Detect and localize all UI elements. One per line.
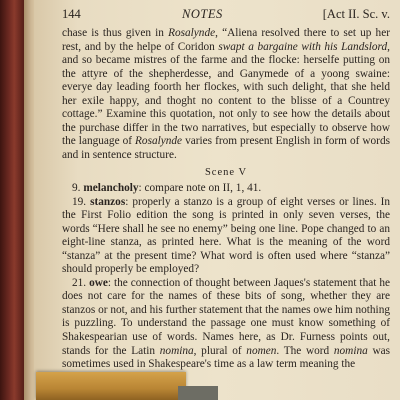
text-run: chase is thus given in bbox=[62, 27, 169, 39]
note-line-number: 9. bbox=[72, 182, 81, 195]
text-run: : properly a stanzo is a group of eight verses or lines. In the First Folio edition the song is printed in only seven verses, the words “Here shall he see no enemy” being one line. Pope changed to an eight-line stanza, as printed here. What is the meaning of the word “stanza” at the present time? What word is often used where “stanza” should properly be employed? bbox=[62, 195, 390, 276]
note-term: stanzos bbox=[90, 195, 126, 208]
italic-text: nomina bbox=[333, 344, 368, 357]
text-run: : compare note on II, 1, 41. bbox=[138, 182, 262, 195]
italic-text: Rosalynde bbox=[135, 135, 183, 148]
act-scene-reference: [Act II. Sc. v. bbox=[322, 7, 390, 21]
scene-heading: Scene V bbox=[204, 167, 248, 179]
italic-text: nomina bbox=[159, 344, 194, 357]
text-run: , and so became mistres of the farme and the flocke: herselfe putting on the attyre of the shepherdesse, and Ganymede of a yoong swaine: everye day leading foorth her flockes, with such delight, that she held her exile happy, and thoght no content to the blisse of a Countrey cottage.” Examine this quotation, not only to see how the details about the purchase differ in the two narratives, but especially to observe how the language of bbox=[62, 40, 390, 148]
italic-text: nomen bbox=[246, 344, 277, 357]
book-spine bbox=[0, 0, 26, 400]
italic-text: Rosalynde bbox=[168, 27, 216, 39]
text-run: : the connection of thought between Jaques's statement that he does not care for the names of these bits of song, whether they are stanzos or not, and his further statement that the names owe him nothing is puzzling. To understand the passage one must know something of Shakespearian use of words. Names here, as Dr. Furness points out, stands for the Latin bbox=[62, 276, 390, 357]
page-clip bbox=[178, 386, 218, 400]
line-note bbox=[62, 182, 390, 196]
book-page bbox=[34, 0, 400, 400]
bookmark-slip bbox=[36, 372, 186, 400]
page-header bbox=[62, 7, 390, 23]
italic-text: swapt a bargaine with his Landslord bbox=[218, 40, 388, 53]
text-run: , plural of bbox=[193, 344, 247, 357]
notes-list bbox=[62, 182, 390, 372]
continued-paragraph bbox=[62, 27, 390, 162]
page-number: 144 bbox=[62, 7, 81, 21]
line-note bbox=[62, 277, 390, 372]
text-run: varies from present English in form of words and in sentence structure. bbox=[62, 135, 390, 161]
note-term: melancholy bbox=[83, 182, 139, 195]
running-title: NOTES bbox=[182, 7, 223, 21]
note-line-number: 19. bbox=[72, 195, 87, 208]
page-body bbox=[62, 27, 390, 372]
text-run: . The word bbox=[276, 344, 334, 357]
text-run: was sometimes used in Shakespeare's time as a law term meaning the bbox=[62, 344, 391, 371]
note-term: owe bbox=[89, 276, 108, 289]
note-line-number: 21. bbox=[72, 276, 87, 289]
text-run: , “Aliena resolved there to set up her rest, and by the helpe of Coridon bbox=[62, 27, 390, 53]
line-note bbox=[62, 196, 390, 277]
